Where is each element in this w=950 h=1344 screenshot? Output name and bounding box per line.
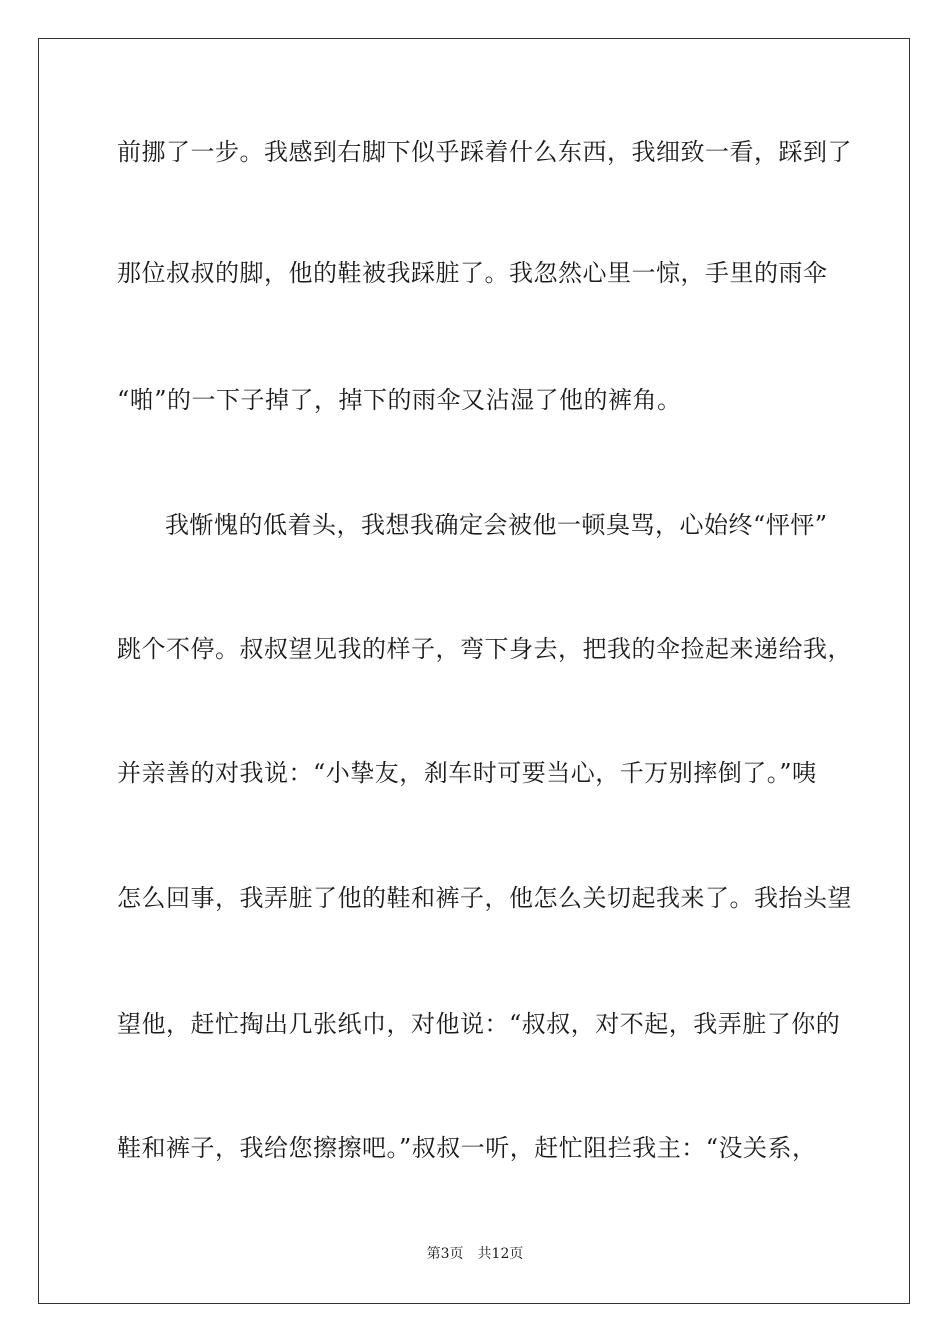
text-line: 那位叔叔的脚，他的鞋被我踩脏了。我忽然心里一惊，手里的雨伞 (117, 259, 828, 287)
text-line: 鞋和裤子，我给您擦擦吧。”叔叔一听，赶忙阻拦我主：“没关系， (117, 1134, 817, 1162)
text-line: 跳个不停。叔叔望见我的样子，弯下身去，把我的伞捡起来递给我， (117, 635, 852, 663)
text-line: 怎么回事，我弄脏了他的鞋和裤子，他怎么关切起我来了。我抬头望 (117, 884, 852, 912)
page-number: 第3页 (426, 1246, 464, 1262)
page-footer (0, 1244, 950, 1264)
paragraph-start-line: 我惭愧的低着头，我想我确定会被他一顿臭骂，心始终“怦怦” (165, 511, 828, 539)
text-line: 并亲善的对我说：“小挚友，刹车时可要当心，千万别摔倒了。”咦 (117, 759, 817, 787)
page-border (38, 38, 910, 1304)
text-line: 望他，赶忙掏出几张纸巾，对他说：“叔叔，对不起，我弄脏了你的 (117, 1010, 841, 1038)
text-line: “啪”的一下子掉了，掉下的雨伞又沾湿了他的裤角。 (117, 386, 682, 414)
page-total: 共12页 (477, 1246, 524, 1262)
text-line: 前挪了一步。我感到右脚下似乎踩着什么东西，我细致一看，踩到了 (117, 138, 852, 166)
